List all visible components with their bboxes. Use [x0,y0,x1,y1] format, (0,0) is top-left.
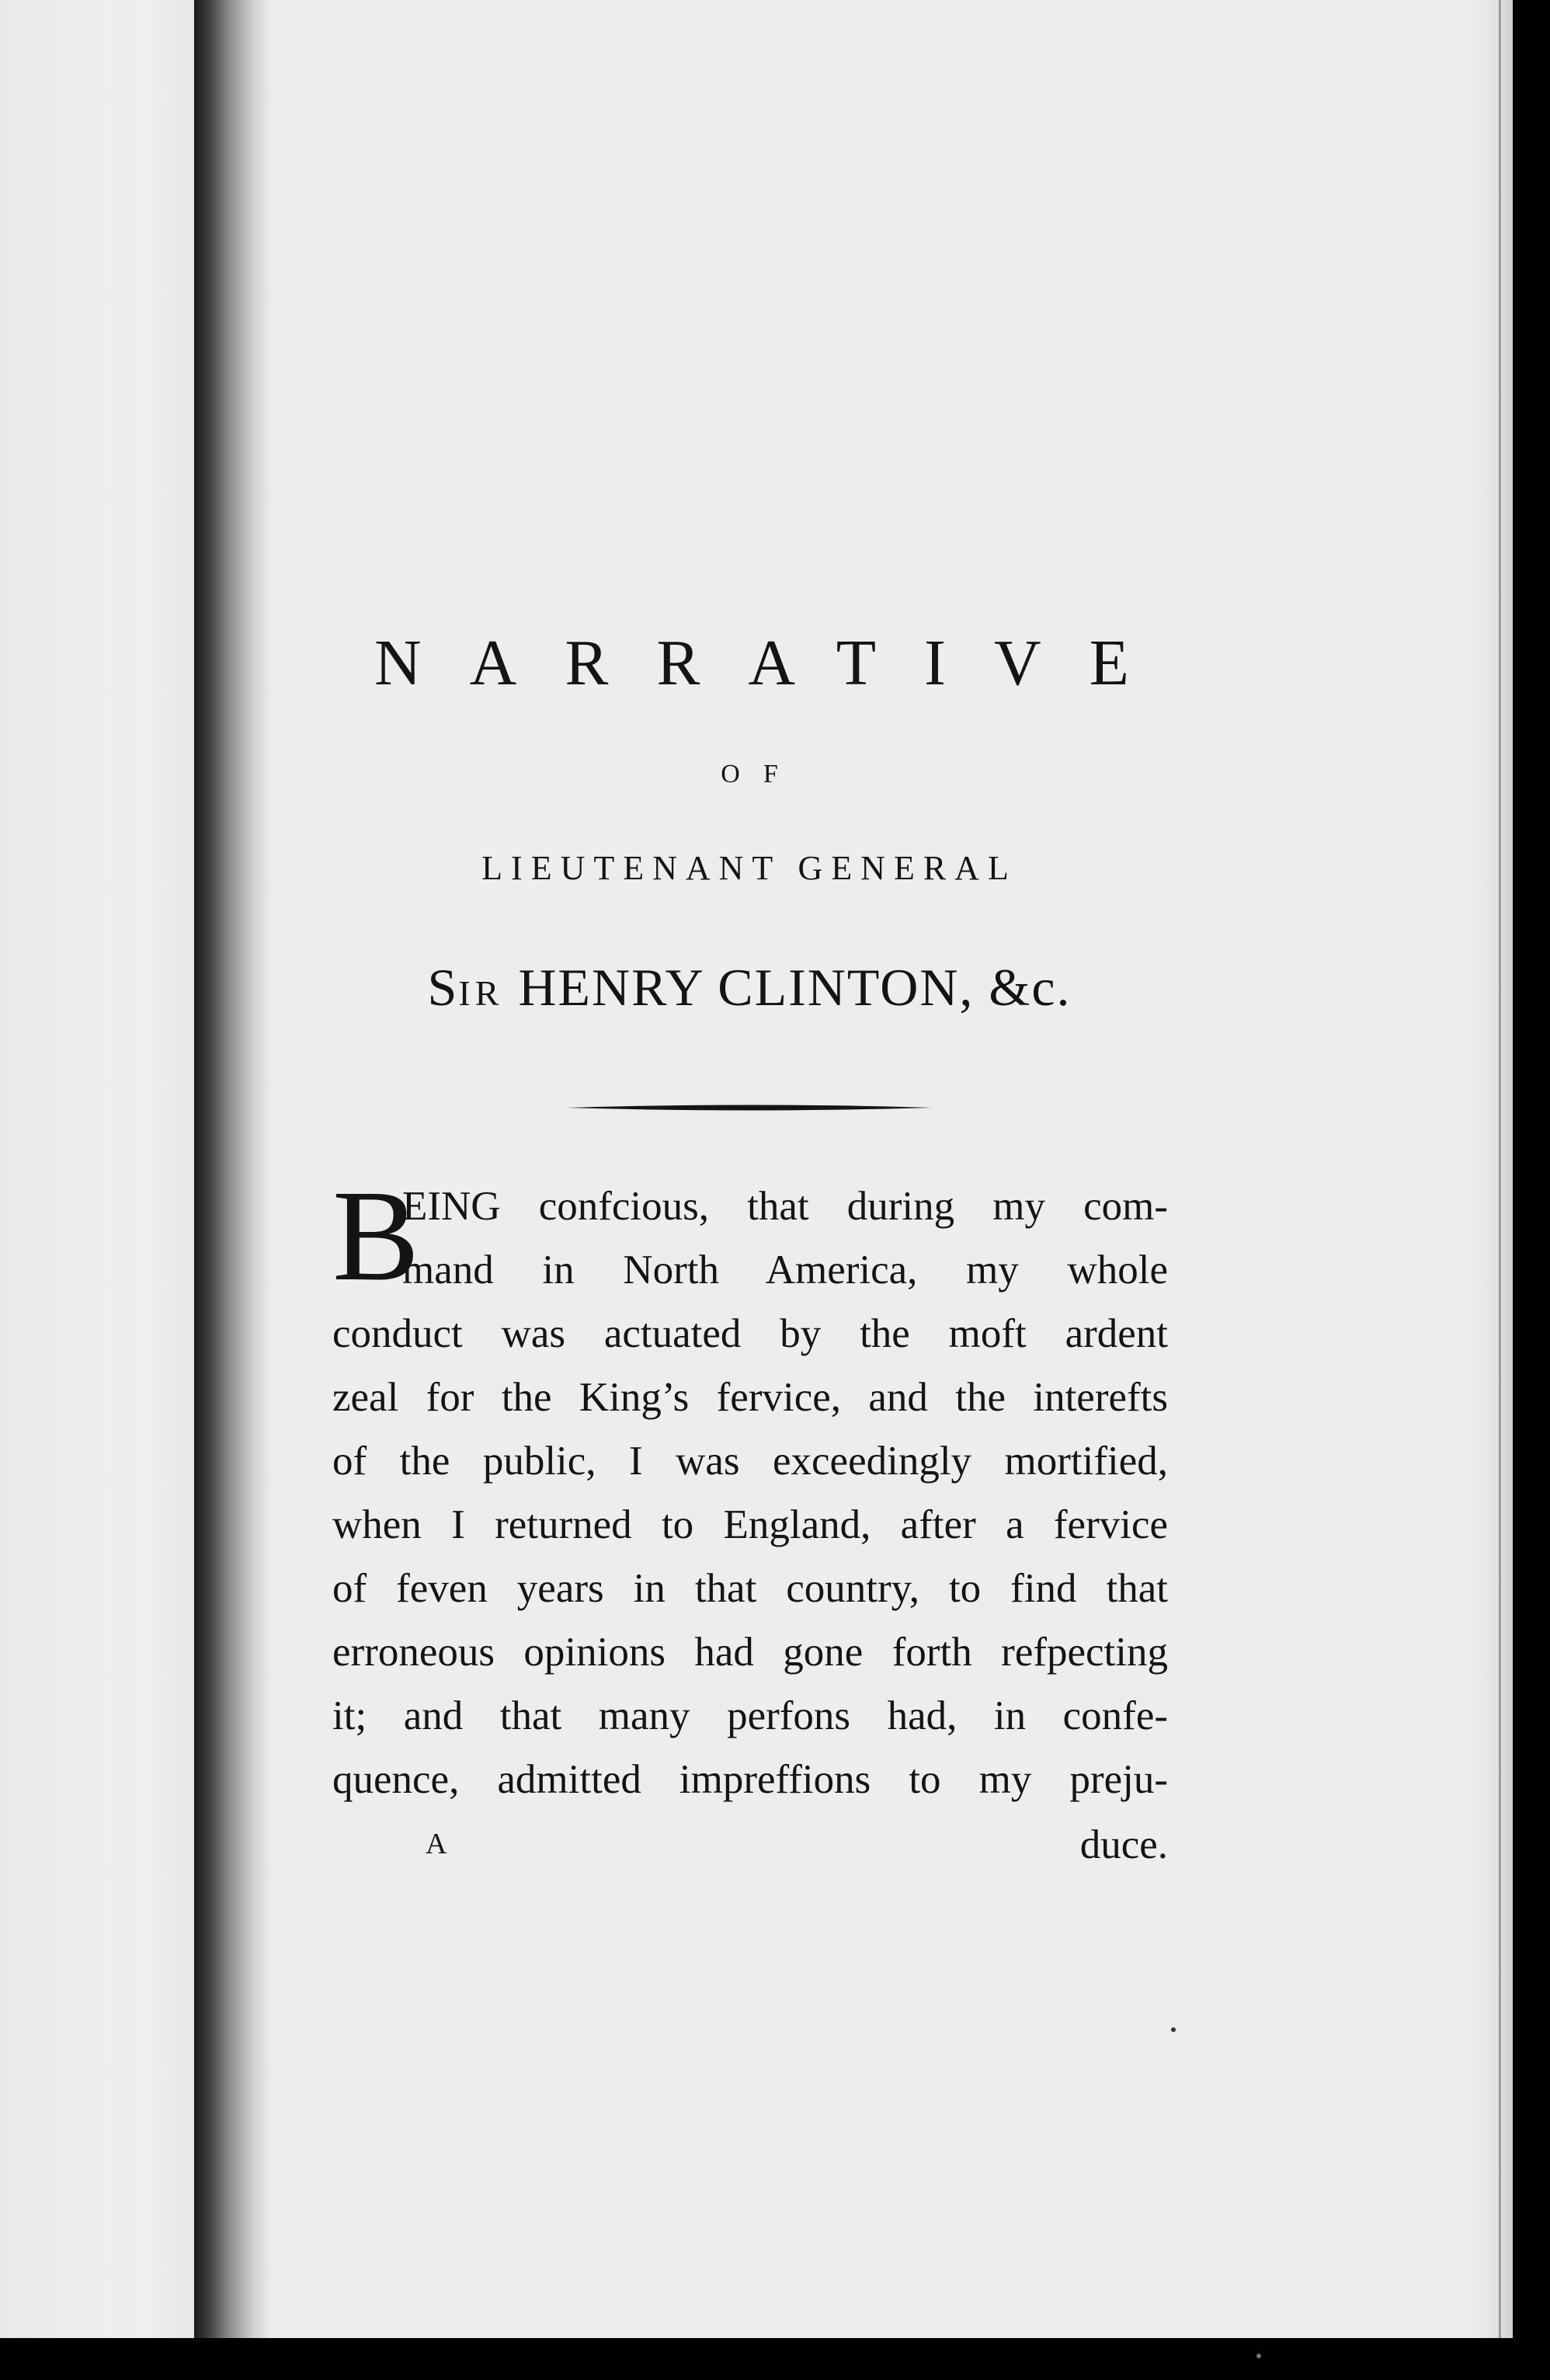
scan-border [1516,0,1550,2380]
name-prefix-smallcaps: IR [458,973,504,1013]
signature-mark: A [426,1828,447,1860]
body-line: erroneous opinions had gone forth refpecting [332,1630,1168,1675]
page [256,0,1513,2338]
name-prefix-initial: S [427,958,459,1017]
book-gutter-shadow [194,0,272,2338]
drop-cap: B [332,1164,420,1308]
body-text [332,1164,1168,1811]
page-footer [332,1813,1168,1877]
body-line: of the public, I was exceedingly mortified, [332,1439,1168,1484]
left-page-edge [0,0,208,2338]
body-line: quence, admitted impreffions to my preju- [332,1757,1168,1802]
page-edge-shading [1475,0,1513,2338]
body-line: conduct was actuated by the moft ardent [332,1311,1168,1356]
page-title: NARRATIVE [374,627,1177,699]
body-line: of feven years in that country, to find that [332,1566,1168,1611]
body-line: when I returned to England, after a fervice [332,1502,1168,1547]
scan-speck [1256,2354,1261,2358]
rank-heading: LIEUTENANT GENERAL [481,849,1017,887]
body-line: zeal for the King’s fervice, and the interefts [332,1375,1168,1420]
catchword: duce. [1079,1822,1168,1867]
name-heading [326,957,1173,1018]
name-main: HENRY CLINTON, &c. [518,958,1072,1017]
body-line: mand in North America, my whole [402,1247,1168,1293]
body-line: EING confcious, that during my com- [402,1184,1168,1229]
body-line: it; and that many perfons had, in confe- [332,1693,1168,1738]
page-edge-line [1499,0,1501,2338]
ornamental-rule [567,1103,932,1112]
scan-speck [1171,2027,1176,2032]
title-connector: OF [721,760,801,788]
